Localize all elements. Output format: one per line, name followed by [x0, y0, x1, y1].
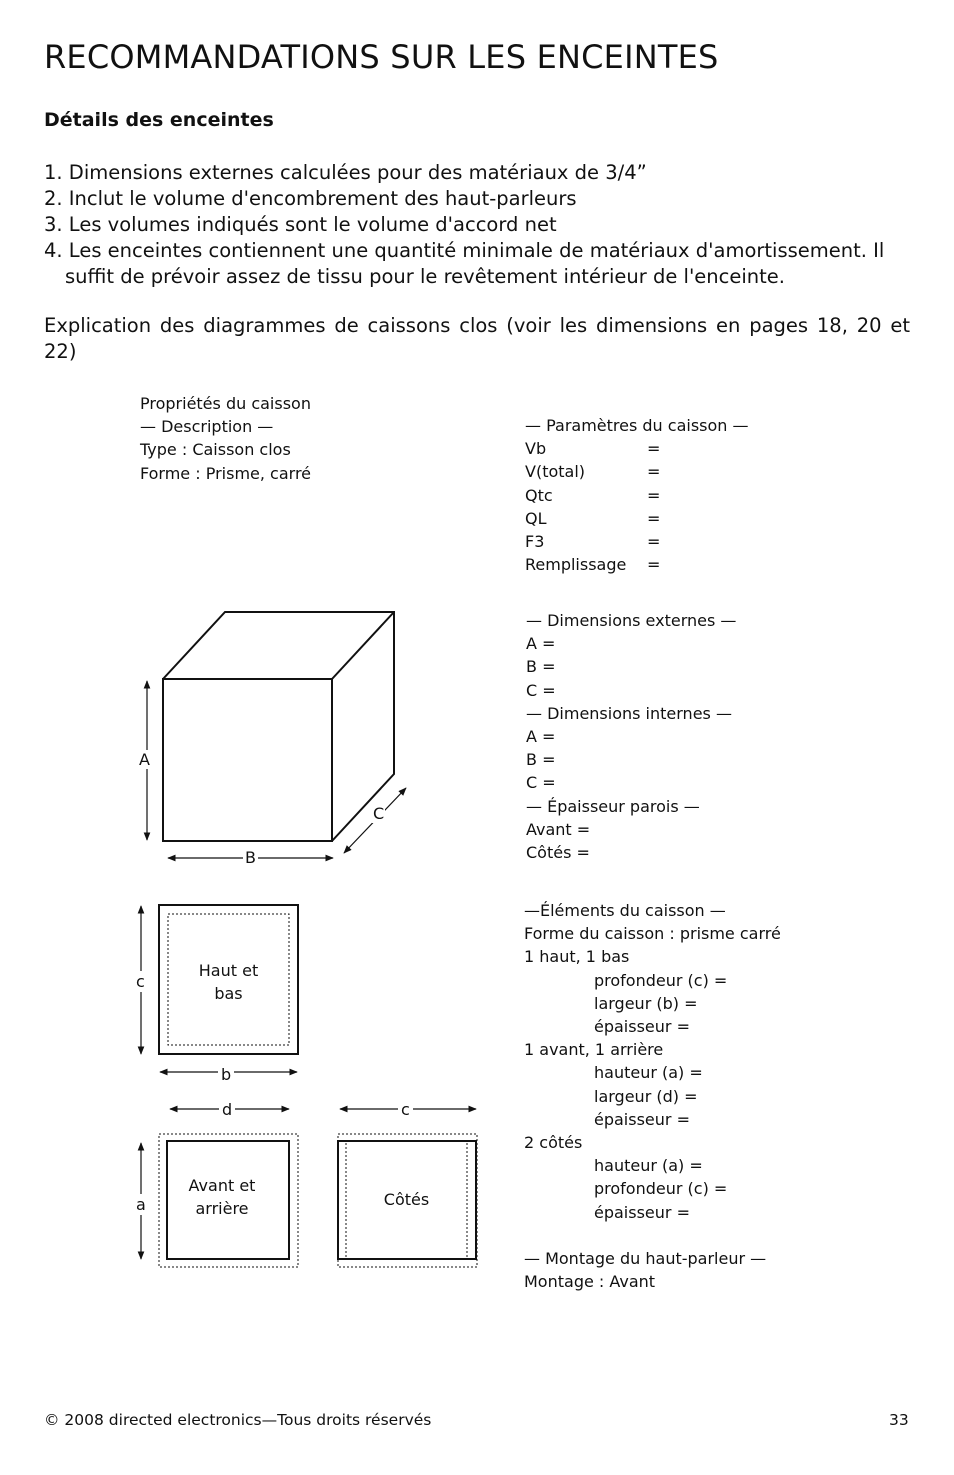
- element-item: épaisseur =: [594, 1202, 690, 1222]
- param-key: Qtc: [525, 485, 553, 505]
- element-item: profondeur (c) =: [594, 1179, 728, 1199]
- mounting-heading: — Montage du haut-parleur —: [524, 1249, 767, 1269]
- element-item: profondeur (c) =: [594, 970, 728, 990]
- element-item: épaisseur =: [594, 1109, 690, 1129]
- cube-label-c: C: [373, 804, 385, 823]
- panel-front-label: [167, 1174, 277, 1220]
- cube-label-b: B: [245, 848, 256, 867]
- element-item: largeur (d) =: [594, 1086, 698, 1106]
- internal-dimension-b: B =: [526, 750, 556, 770]
- param-key: Remplissage: [525, 555, 627, 575]
- param-eq: =: [647, 439, 661, 459]
- parameters-heading: — Paramètres du caisson —: [525, 416, 749, 435]
- element-item: hauteur (a) =: [594, 1063, 703, 1083]
- panel-front-label-a: a: [136, 1195, 146, 1214]
- element-item: largeur (b) =: [594, 993, 698, 1013]
- note-3: 3. Les volumes indiqués sont le volume d'accord net: [44, 213, 557, 236]
- section-subtitle: Détails des enceintes: [44, 109, 274, 131]
- panel-top-label-line2: bas: [214, 984, 243, 1003]
- param-key: F3: [525, 532, 545, 552]
- mounting-value: Montage : Avant: [524, 1272, 656, 1292]
- cube-top-edge: [332, 612, 394, 679]
- external-dimension-b: B =: [526, 657, 556, 677]
- elements-group-front-back: 1 avant, 1 arrière: [524, 1040, 664, 1060]
- element-item: épaisseur =: [594, 1017, 690, 1037]
- panel-front-label-line1: Avant et: [188, 1176, 256, 1195]
- elements-group-top-bottom: 1 haut, 1 bas: [524, 947, 630, 967]
- panel-top-label-line1: Haut et: [198, 961, 259, 980]
- internal-dimensions-heading: — Dimensions internes —: [526, 703, 732, 723]
- param-key: QL: [525, 508, 547, 528]
- panel-front-label-line2: arrière: [195, 1199, 249, 1218]
- cube-front-face: [163, 679, 332, 841]
- wall-thickness-sides: Côtés =: [526, 843, 590, 863]
- cube-drawing: [163, 612, 394, 841]
- page-title: RECOMMANDATIONS SUR LES ENCEINTES: [44, 38, 719, 76]
- panel-top-label-c: c: [136, 972, 145, 991]
- footer-copyright: © 2008 directed electronics—Tous droits réservés: [44, 1411, 432, 1429]
- cube-label-a: A: [139, 750, 150, 769]
- panel-side-label: Côtés: [383, 1190, 430, 1209]
- properties-heading: Propriétés du caisson: [140, 394, 311, 413]
- note-4: 4. Les enceintes contiennent une quantité minimale de matériaux d'amortissement. Il suffit de prévoir assez de tissu pour le revêtement intérieur de l'enceinte.: [44, 239, 885, 288]
- properties-type: Type : Caisson clos: [140, 440, 291, 460]
- diagram-explanation: Explication des diagrammes de caissons clos (voir les dimensions en pages 18, 20 et 22): [44, 314, 910, 363]
- param-eq: =: [647, 508, 661, 528]
- cube-back-edges: [163, 612, 394, 841]
- panel-front-label-d: d: [219, 1100, 235, 1119]
- panel-top-label: [168, 959, 289, 1005]
- internal-dimension-a: A =: [526, 727, 556, 747]
- external-dimension-c: C =: [526, 680, 556, 700]
- param-eq: =: [647, 462, 661, 482]
- param-eq: =: [647, 532, 661, 552]
- properties-description: — Description —: [140, 417, 274, 437]
- panel-top-label-b: b: [218, 1065, 234, 1084]
- panel-side-label-c: c: [398, 1100, 413, 1119]
- page-number: 33: [889, 1411, 909, 1429]
- elements-group-sides: 2 côtés: [524, 1133, 583, 1153]
- wall-thickness-front: Avant =: [526, 819, 591, 839]
- note-1: 1. Dimensions externes calculées pour des matériaux de 3/4”: [44, 161, 647, 184]
- element-item: hauteur (a) =: [594, 1156, 703, 1176]
- elements-heading: —Éléments du caisson —: [524, 901, 726, 920]
- internal-dimension-c: C =: [526, 773, 556, 793]
- elements-forme: Forme du caisson : prisme carré: [524, 924, 781, 944]
- note-2: 2. Inclut le volume d'encombrement des haut-parleurs: [44, 187, 577, 210]
- wall-thickness-heading: — Épaisseur parois —: [526, 796, 700, 816]
- param-eq: =: [647, 555, 661, 575]
- external-dimensions-heading: — Dimensions externes —: [526, 611, 737, 630]
- param-key: V(total): [525, 462, 586, 482]
- properties-forme: Forme : Prisme, carré: [140, 463, 312, 483]
- param-key: Vb: [525, 439, 547, 459]
- external-dimension-a: A =: [526, 634, 556, 654]
- param-eq: =: [647, 485, 661, 505]
